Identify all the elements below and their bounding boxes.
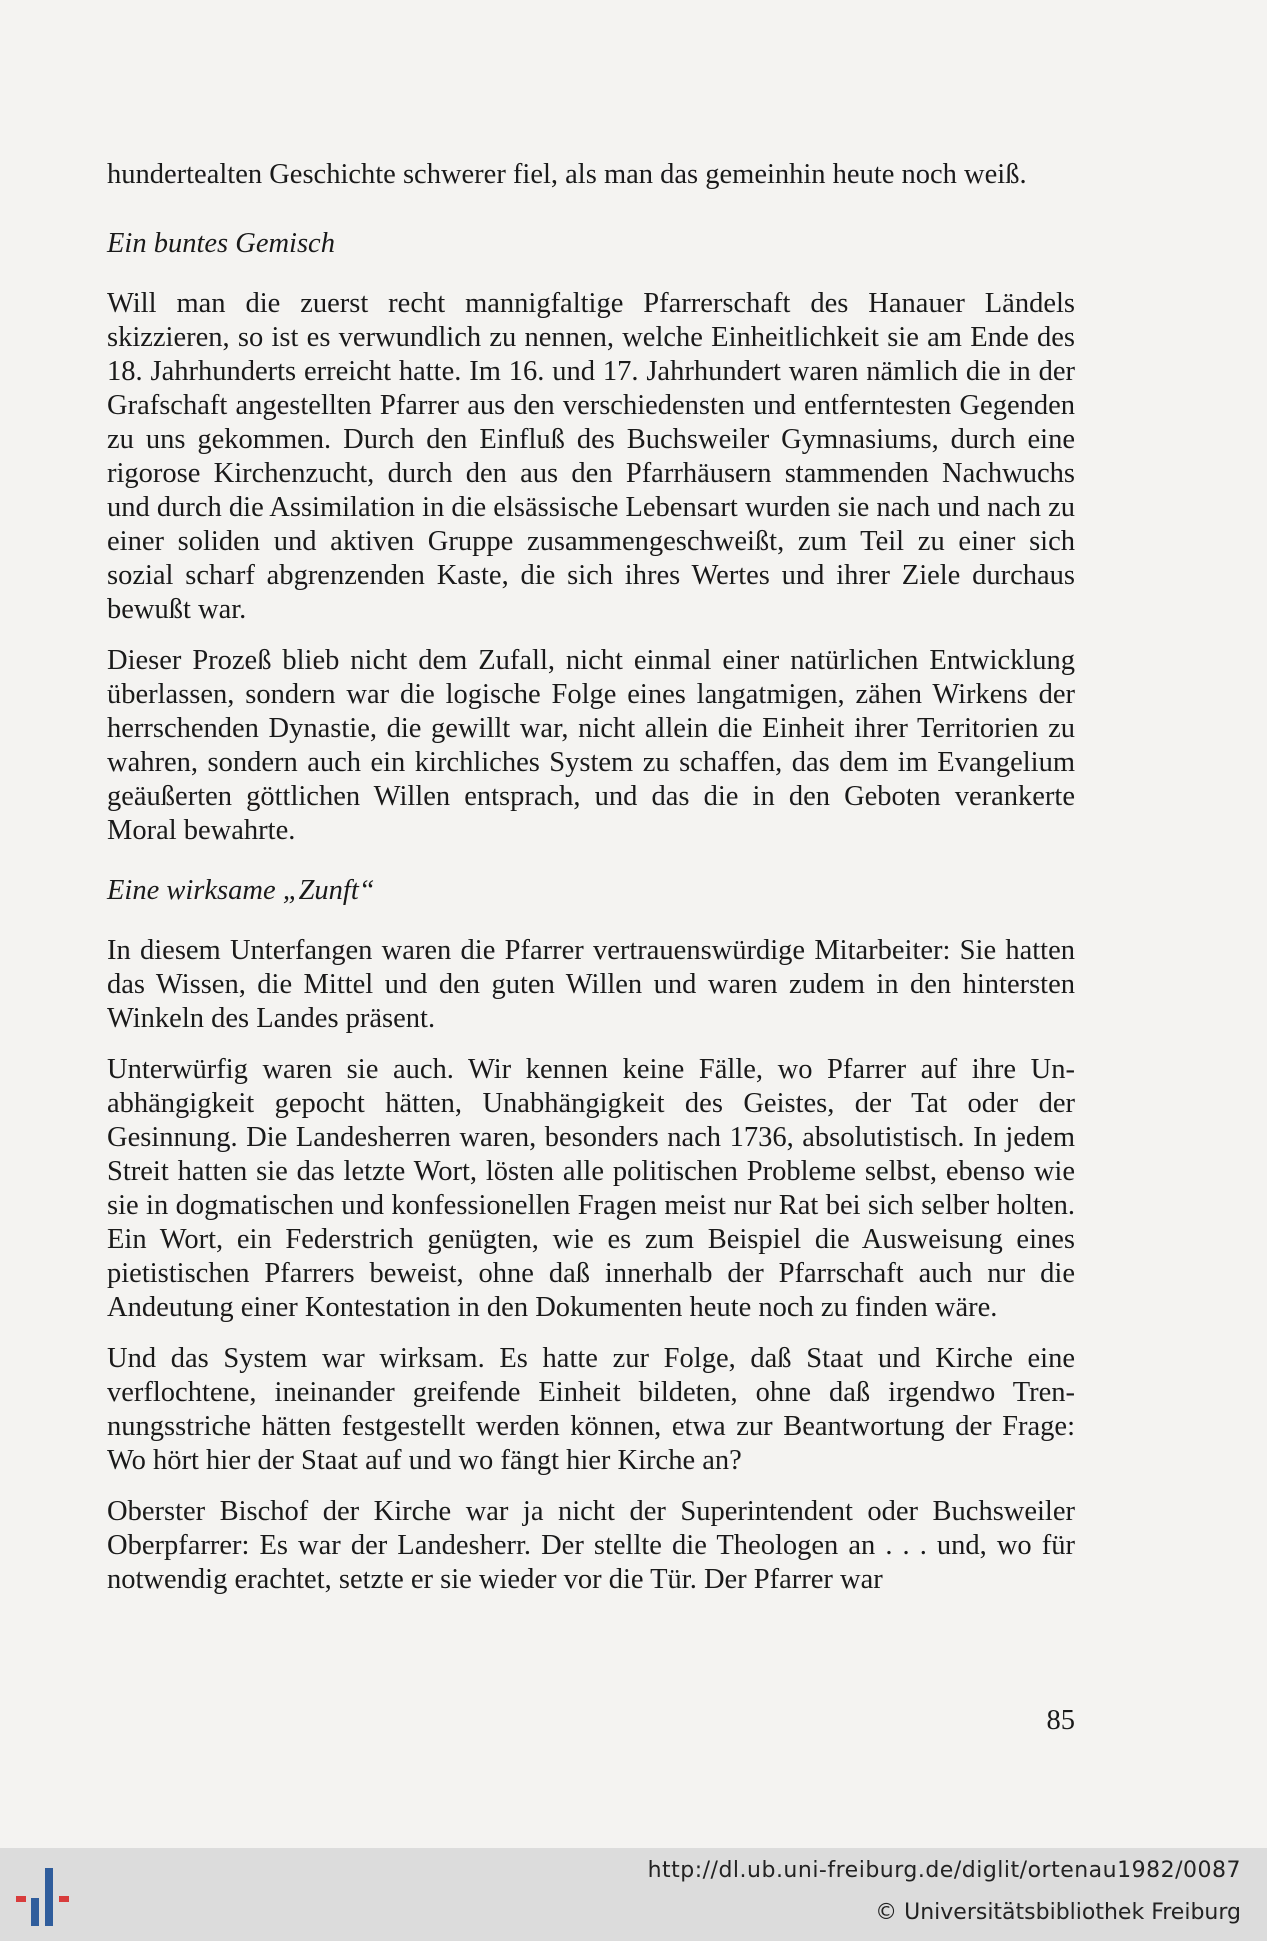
footer-copyright: © Universitätsbibliothek Freiburg bbox=[875, 1900, 1241, 1925]
paragraph: In diesem Unterfangen waren die Pfarrer vertrauenswürdige Mitarbeiter: Sie hatten das Wissen, die Mittel und den guten Willen und waren zudem in den hintersten Winkeln des Landes präsent. bbox=[107, 935, 1075, 1034]
paragraph: Unterwürfig waren sie auch. Wir kennen keine Fälle, wo Pfarrer auf ihre Unabhängigkeit gepocht hätten, Unabhängigkeit des Geistes, der Tat oder der Gesinnung. Die Landesherren waren, besonders nach 1736, absolutistisch. In jedem Streit hatten sie das letzte Wort, lösten alle politischen Probleme selbst, ebenso wie sie in dogmatischen und konfessionellen Fragen meist nur Rat bei sich selber holten. Ein Wort, ein Federstrich genügten, wie es zum Beispiel die Ausweisung eines pietistischen Pfarrers beweist, ohne daß innerhalb der Pfarrschaft auch nur die Andeutung einer Kontestation in den Dokumenten heute noch zu finden wäre. bbox=[107, 1054, 1075, 1323]
paragraph: Dieser Prozeß blieb nicht dem Zufall, nicht einmal einer natürlichen Entwicklung überlassen, sondern war die logische Folge eines langatmigen, zähen Wirkens der herrschenden Dynastie, die gewillt war, nicht allein die Einheit ihrer Territorien zu wahren, sondern auch ein kirchliches System zu schaffen, das dem im Evangelium geäußerten göttlichen Willen entsprach, und das die in den Geboten verankerte Moral bewahrte. bbox=[107, 645, 1075, 846]
footer-bar bbox=[0, 1848, 1267, 1941]
section-heading-eine-wirksame-zunft: Eine wirksame „Zunft“ bbox=[107, 875, 375, 906]
paragraph: Und das System war wirksam. Es hatte zur Folge, daß Staat und Kirche eine verflochtene, ineinander greifende Einheit bildeten, ohne daß irgendwo Trennungsstriche hätten festgestellt werden können, etwa zur Beantwortung der Frage: Wo hört hier der Staat auf und wo fängt hier Kirche an? bbox=[107, 1343, 1075, 1476]
paragraph: Oberster Bischof der Kirche war ja nicht der Superintendent oder Buchsweiler Oberpfarrer: Es war der Landesherr. Der stellte die Theologen an . . . und, wo für notwendig erachtet, setzte er sie wieder vor die Tür. Der Pfarrer war bbox=[107, 1496, 1075, 1595]
page-number: 85 bbox=[1046, 1705, 1075, 1736]
body-text bbox=[107, 158, 1075, 1614]
section-heading-ein-buntes-gemisch: Ein buntes Gemisch bbox=[107, 228, 335, 259]
paragraph-continuation: hundertealten Geschichte schwerer fiel, als man das gemeinhin heute noch weiß. bbox=[107, 159, 1027, 190]
footer-url-link[interactable]: http://dl.ub.uni-freiburg.de/diglit/ortenau1982/0087 bbox=[647, 1858, 1241, 1883]
ub-freiburg-logo-icon bbox=[14, 1864, 80, 1930]
paragraph: Will man die zuerst recht mannigfaltige Pfarrerschaft des Hanauer Ländels skizzieren, so ist es verwundlich zu nennen, welche Einheitlichkeit sie am Ende des 18. Jahrhunderts erreicht hatte. Im 16. und 17. Jahrhundert waren nämlich die in der Grafschaft angestellten Pfarrer aus den verschiedensten und entferntesten Gegenden zu uns gekommen. Durch den Einfluß des Buchsweiler Gymnasiums, durch eine rigorose Kirchenzucht, durch den aus den Pfarrhäusern stammenden Nachwuchs und durch die Assimilation in die elsässische Lebensart wurden sie nach und nach zu einer soliden und aktiven Gruppe zusammengeschweißt, zum Teil zu einer sich sozial scharf abgrenzenden Kaste, die sich ihres Wertes und ihrer Ziele durchaus bewußt war. bbox=[107, 288, 1075, 625]
